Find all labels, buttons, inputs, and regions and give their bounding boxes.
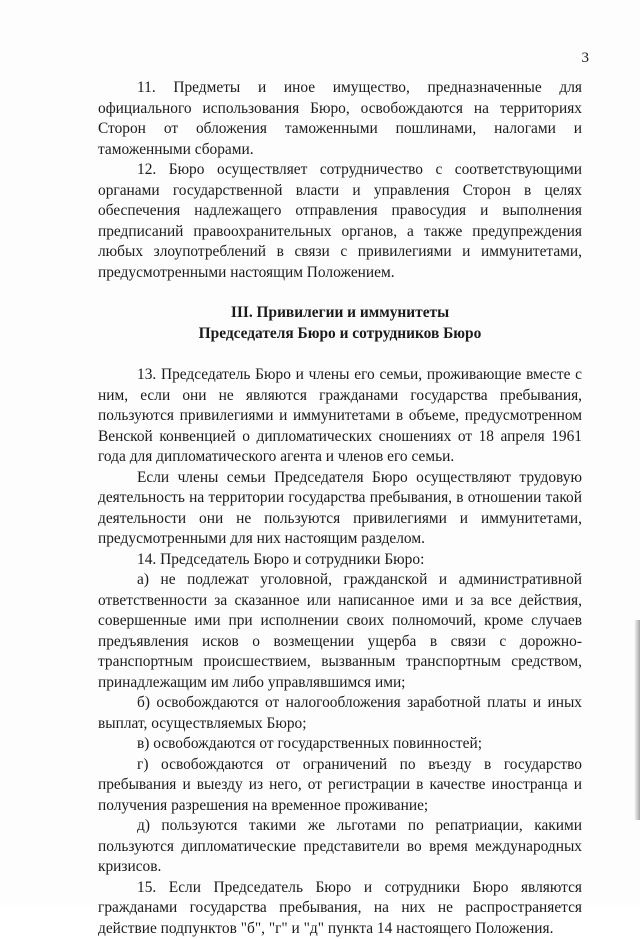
paragraph-14: 14. Председатель Бюро и сотрудники Бюро:: [98, 550, 582, 571]
page-number: 3: [582, 48, 590, 69]
section-heading: [98, 303, 582, 344]
paragraph-12: 12. Бюро осуществляет сотрудничество с соответствующими органами государственной власти и управления Сторон в целях обеспечения надлежащего отправления правосудия и выполнения предписаний правоохранительных органов, а также предупреждения любых злоупотреблений в связи с привилегиями и иммунитетами, предусмотренными настоящим Положением.: [98, 160, 582, 283]
section-heading-line1: III. Привилегии и иммунитеты: [98, 303, 582, 324]
paragraph-13: 13. Председатель Бюро и члены его семьи, проживающие вместе с ним, если они не являются гражданами государства пребывания, пользуются привилегиями и иммунитетами в объеме, предусмотренном Венской конвенцией о дипломатических сношениях от 18 апреля 1961 года для дипломатического агента и членов его семьи.: [98, 365, 582, 468]
paragraph-11: 11. Предметы и иное имущество, предназначенные для официального использования Бюро, освобождаются на территориях Сторон от обложения таможенными пошлинами, налогами и таможенными сборами.: [98, 78, 582, 160]
document-body: [98, 78, 582, 939]
list-item-v: в) освобождаются от государственных повинностей;: [98, 734, 582, 755]
section-heading-line2: Председателя Бюро и сотрудников Бюро: [98, 324, 582, 345]
list-item-b: б) освобождаются от налогообложения заработной платы и иных выплат, осуществляемых Бюро;: [98, 693, 582, 734]
paragraph-13-family: Если члены семьи Председателя Бюро осуществляют трудовую деятельность на территории государства пребывания, в отношении такой деятельности они не пользуются привилегиями и иммунитетами, предусмотренными для них настоящим разделом.: [98, 468, 582, 550]
list-item-a: а) не подлежат уголовной, гражданской и административной ответственности за сказанное или написанное ими и за все действия, совершенные ими при исполнении своих полномочий, кроме случаев предъявления исков о возмещении ущерба в связи с дорожно-транспортным происшествием, вызванным транспортным средством, принадлежащим им либо управлявшимся ими;: [98, 570, 582, 693]
paragraph-15: 15. Если Председатель Бюро и сотрудники Бюро являются гражданами государства пребывания, на них не распространяется действие подпунктов "б", "г" и "д" пункта 14 настоящего Положения.: [98, 878, 582, 939]
list-item-g: г) освобождаются от ограничений по въезду в государство пребывания и выезду из него, от регистрации в качестве иностранца и получения разрешения на временное проживание;: [98, 755, 582, 817]
list-item-d: д) пользуются такими же льготами по репатриации, какими пользуются дипломатические представители во время международных кризисов.: [98, 816, 582, 878]
scan-edge-shadow: [634, 620, 640, 820]
